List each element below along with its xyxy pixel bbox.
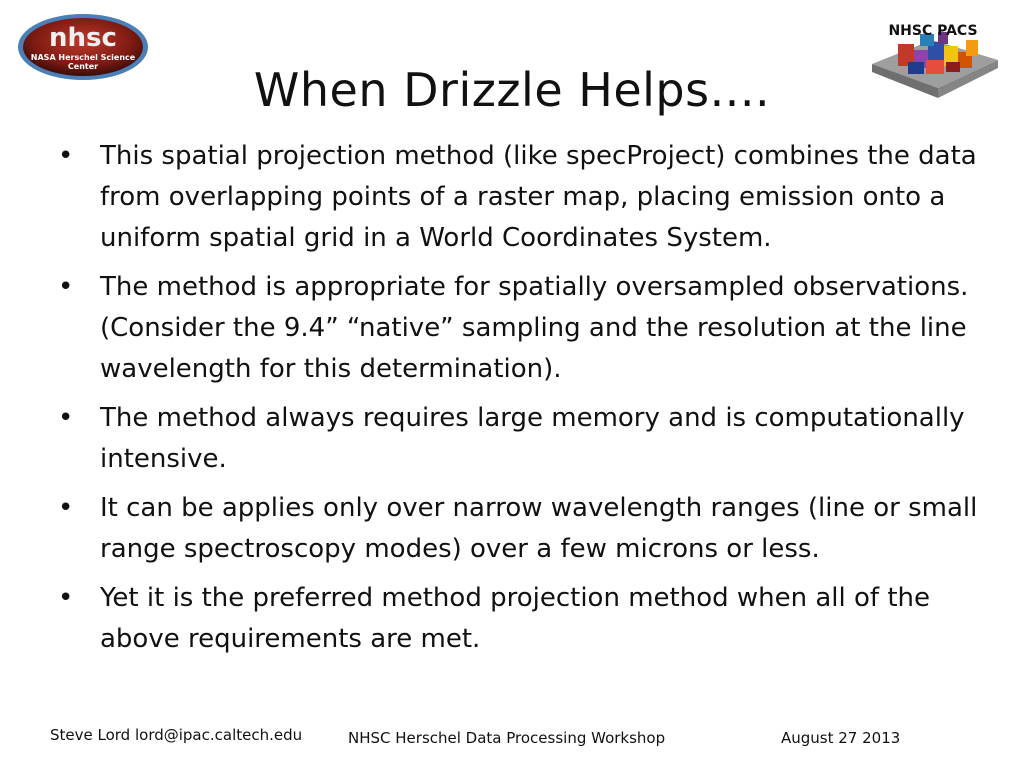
footer-date: August 27 2013 [781, 729, 901, 747]
footer-event: NHSC Herschel Data Processing Workshop [348, 729, 666, 747]
footer-author: Steve Lord lord@ipac.caltech.edu [50, 726, 303, 744]
bullet-text: The method always requires large memory and is computationally intensive. [100, 403, 965, 474]
bullet-dot-icon: • [58, 272, 74, 302]
bullet-dot-icon: • [58, 583, 74, 613]
bullet-text: This spatial projection method (like specProject) combines the data from overlapping points of a raster map, placing emission onto a uniform spatial grid in a World Coordinates System. [100, 141, 977, 253]
bullet-dot-icon: • [58, 493, 74, 523]
bullet-dot-icon: • [58, 141, 74, 171]
bullet-item [56, 398, 986, 480]
bullet-text: Yet it is the preferred method projection method when all of the above requirements are met. [100, 583, 930, 654]
pacs-logo-text: NHSC PACS [888, 23, 978, 39]
bullet-item [56, 136, 986, 259]
bullet-dot-icon: • [58, 403, 74, 433]
nhsc-logo-subtext-1: NASA Herschel Science [30, 53, 136, 62]
bullet-item [56, 578, 986, 660]
bullet-item [56, 267, 986, 390]
bullet-text: It can be applies only over narrow wavelength ranges (line or small range spectroscopy modes) over a few microns or less. [100, 493, 978, 564]
nhsc-logo-text: nhsc [49, 23, 117, 53]
bullet-item [56, 488, 986, 570]
bullet-list [56, 136, 986, 668]
bullet-text: The method is appropriate for spatially oversampled observations. (Consider the 9.4” “native” sampling and the resolution at the line wavelength for this determination). [100, 272, 969, 384]
nhsc-logo-subtext-2: Center [67, 62, 99, 71]
slide-title: When Drizzle Helps.... [253, 63, 771, 117]
